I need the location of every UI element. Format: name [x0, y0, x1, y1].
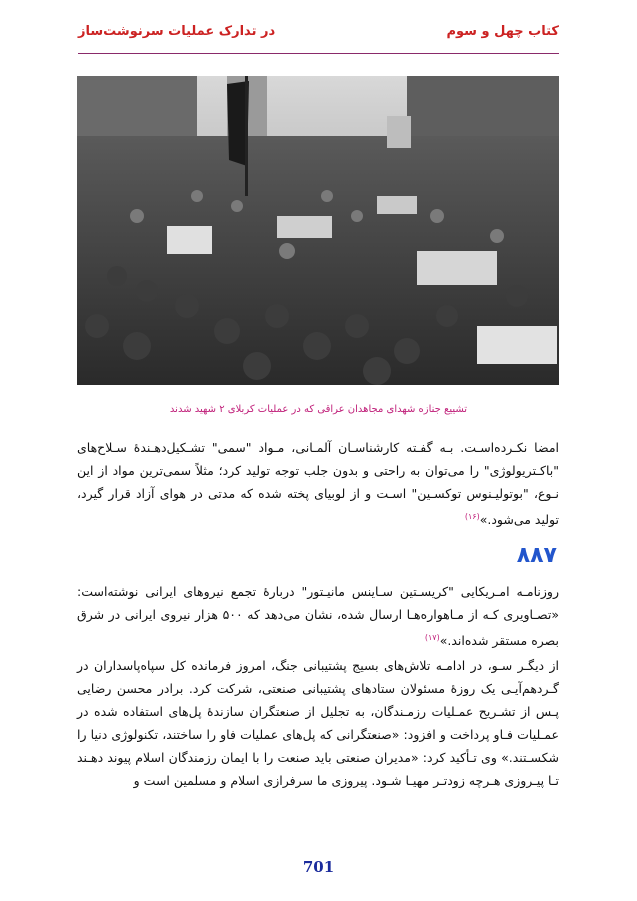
paragraph-3	[77, 654, 559, 792]
header-divider	[78, 53, 559, 54]
book-title: کتاب چهل و سوم	[446, 23, 559, 39]
footnote-ref-17: (۱۷)	[424, 633, 440, 642]
page-number: 701	[302, 858, 335, 876]
paragraph-1	[77, 436, 559, 531]
paragraph-3-text: از دیگـر سـو، در ادامـه تلاش‌های بسیج پشتیبانی جنگ، امروز فرمانده کل سپاه‌پاسداران در گـردهم‌آیـی یک روزهٔ مسئولان ستادهای پشتیبانی صنعتی، شرکت کرد. برادر محسن رضایی پـس از تشـریح عمـلیات رزمـندگان، به تجلیل از صنعتگران سازندهٔ پل‌های استفاده شده در عمـلیات فـاو پرداخت و افزود: «صنعتگرانی که پل‌های عملیات فاو را ساختند، تکنولوژی دنیا را شکسـتند.» وی تـأکید کرد: «مدیران صنعتی باید صنعت را با ایمان رزمندگان اسلام پیوند دهـند تـا پیـروزی هـرچه زودتـر مهیـا شـود. پیروزی ما سرفرازی اسلام و مسلمین است و	[77, 658, 559, 788]
paragraph-2-text: روزنامـه امـریکایی "کریسـتین سـاینس مانیـتور" دربارهٔ تجمع نیروهای ایرانی نوشته‌است: «تصـاویری کـه از مـاهواره‌هـا ارسال شده، نشان می‌دهد که ۵۰۰ هزار نیروی ایرانی در شرق بصره مستقر شده‌اند.»	[77, 584, 559, 649]
footnote-ref-16: (۱۶)	[464, 512, 480, 521]
book-subtitle: در تدارک عملیات سرنوشت‌ساز	[78, 23, 276, 39]
paragraph-2	[77, 580, 559, 652]
section-number: ۸۸۷	[516, 543, 557, 568]
photo-illustration	[77, 76, 559, 385]
paragraph-1-text: امضا نکـرده‌اسـت. بـه گفـته کارشناسـان آلمـانی، مـواد "سمی" تشـکیل‌دهـندهٔ سـلاح‌های "باکـتریولوژی" را می‌توان به راحتی و بدون جلب توجه تولید کرد؛ مثلاً سمی‌ترین مواد از این نـوع، "بوتولیـنوس توکسـین" اسـت و از لوبیای پخته شده که مدتی در هوای آزاد قرار گیرد، تولید می‌شود.»	[77, 440, 559, 528]
page-header	[78, 20, 559, 42]
photo-caption: تشییع جنازه شهدای مجاهدان عراقی که در عملیات کربلای ۲ شهید شدند	[169, 404, 468, 415]
funeral-photo	[77, 76, 559, 385]
